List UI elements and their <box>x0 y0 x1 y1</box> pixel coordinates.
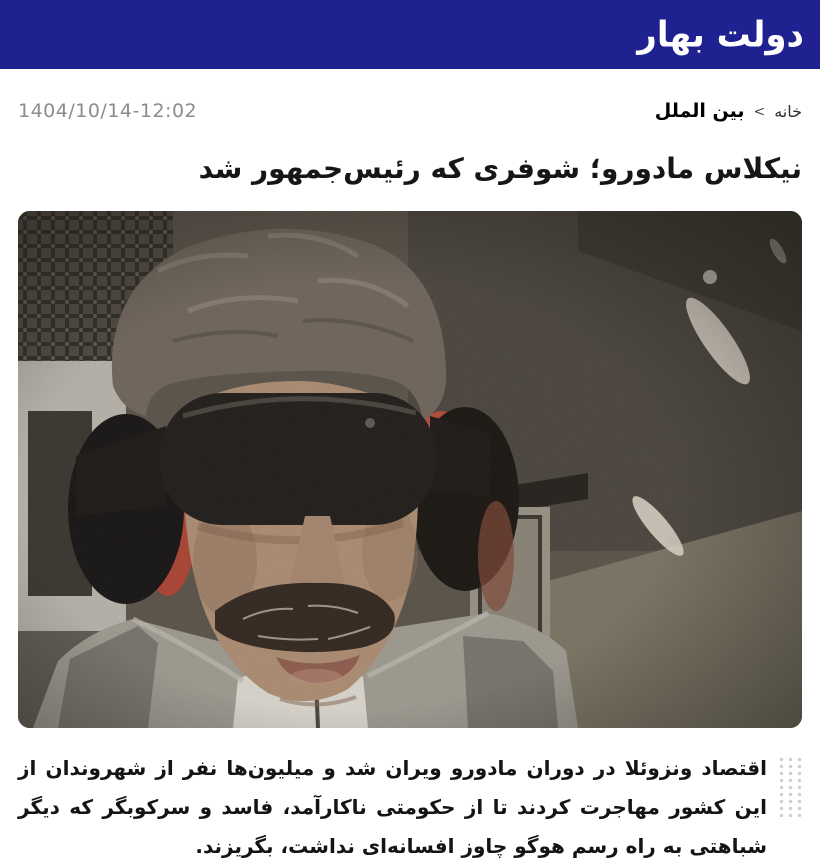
site-logo[interactable]: دولت بهار <box>637 13 804 56</box>
publish-datetime: 1404/10/14-12:02 <box>18 100 198 122</box>
chevron-separator-icon: > <box>753 104 766 120</box>
article-content <box>0 100 820 866</box>
article-summary-text: اقتصاد ونزوئلا در دوران مادورو ویران شد و میلیون‌ها نفر از شهروندان از این کشور مهاجرت کردند تا از حکومتی ناکارآمد، فاسد و سرکوبگر که دیگر شباهتی به راه رسم هوگو چاوز افسانه‌ای نداشت، بگریزند. <box>18 755 767 858</box>
breadcrumb-section-link[interactable]: بین الملل <box>654 100 745 122</box>
dots-ornament <box>776 755 802 817</box>
site-header <box>0 0 820 69</box>
breadcrumb-home-link[interactable]: خانه <box>774 101 802 121</box>
meta-row <box>18 100 802 122</box>
article-summary-block <box>18 749 802 866</box>
article-photo-illustration <box>18 211 802 728</box>
article-title: نیکلاس مادورو؛ شوفری که رئیس‌جمهور شد <box>198 152 802 185</box>
breadcrumb <box>655 100 802 122</box>
article-image <box>18 211 802 728</box>
